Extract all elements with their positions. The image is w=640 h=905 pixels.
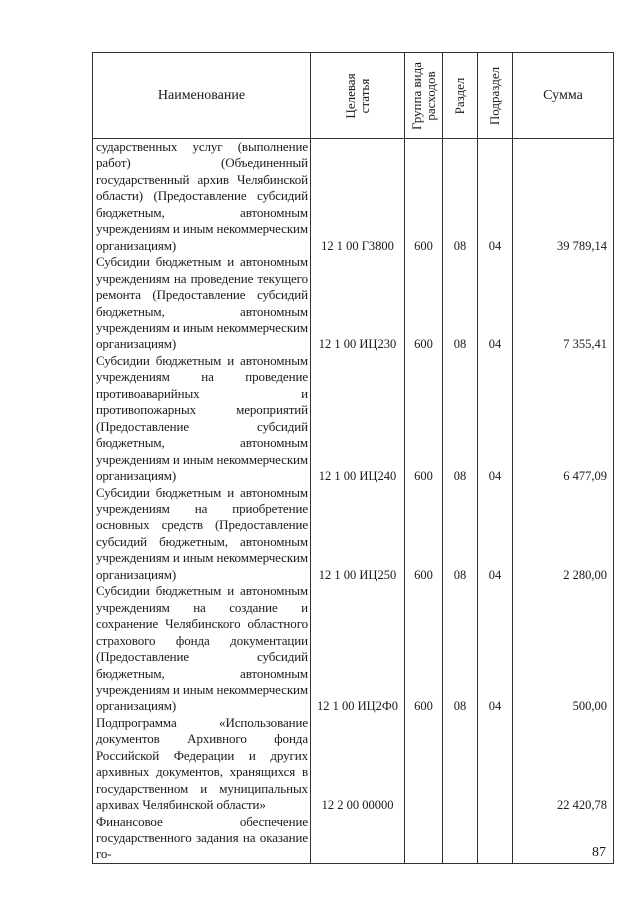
row-section: 08 <box>443 139 478 255</box>
row-section: 08 <box>443 583 478 715</box>
table-row <box>93 353 614 485</box>
header-name: Наименование <box>93 53 311 139</box>
row-amount: 2 280,00 <box>513 485 614 584</box>
row-name: Финансовое обеспечение государственного задания на оказание го- <box>93 814 311 864</box>
row-section: 08 <box>443 254 478 353</box>
table-row <box>93 583 614 715</box>
table-row <box>93 485 614 584</box>
row-expense-group <box>405 715 443 814</box>
header-target-article-line2: статья <box>356 78 372 113</box>
row-subsection: 04 <box>478 485 513 584</box>
row-target-article <box>311 814 405 864</box>
row-section <box>443 715 478 814</box>
header-amount: Сумма <box>513 53 614 139</box>
row-subsection: 04 <box>478 583 513 715</box>
row-subsection: 04 <box>478 353 513 485</box>
table-row <box>93 715 614 814</box>
table-row <box>93 139 614 255</box>
row-expense-group: 600 <box>405 485 443 584</box>
row-expense-group: 600 <box>405 254 443 353</box>
row-target-article: 12 2 00 00000 <box>311 715 405 814</box>
row-section <box>443 814 478 864</box>
row-subsection: 04 <box>478 254 513 353</box>
row-name: Субсидии бюджетным и автономным учреждениям на проведение текущего ремонта (Предоставление субсидий бюджетным, автономным учреждениям и иным некоммерческим организациям) <box>93 254 311 353</box>
row-target-article: 12 1 00 ИЦ250 <box>311 485 405 584</box>
row-amount: 7 355,41 <box>513 254 614 353</box>
row-subsection: 04 <box>478 139 513 255</box>
table-row <box>93 814 614 864</box>
table-header-row <box>93 53 614 139</box>
row-name: Подпрограмма «Использование документов Архивного фонда Российской Федерации и других архивных документов, хранящихся в государственном и муниципальных архивах Челябинской области» <box>93 715 311 814</box>
header-subsection-label: Подраздел <box>487 66 502 125</box>
row-amount: 500,00 <box>513 583 614 715</box>
table-row <box>93 254 614 353</box>
row-expense-group <box>405 814 443 864</box>
page-number: 87 <box>592 845 606 860</box>
row-amount: 22 420,78 <box>513 715 614 814</box>
row-subsection <box>478 814 513 864</box>
row-name: сударственных услуг (выполнение работ) (Объединенный государственный архив Челябинской области) (Предоставление субсидий бюджетным, автономным учреждениям и иным некоммерческим организациям) <box>93 139 311 255</box>
row-name: Субсидии бюджетным и автономным учреждениям на приобретение основных средств (Предоставление субсидий бюджетным, автономным учреждениям и иным некоммерческим организациям) <box>93 485 311 584</box>
row-amount: 6 477,09 <box>513 353 614 485</box>
row-section: 08 <box>443 353 478 485</box>
header-expense-group-line2: расходов <box>422 70 438 121</box>
header-target-article <box>311 53 405 139</box>
header-section-label: Раздел <box>452 77 467 114</box>
header-section <box>443 53 478 139</box>
row-expense-group: 600 <box>405 139 443 255</box>
row-name: Субсидии бюджетным и автономным учреждениям на проведение противоаварийных и противопожарных мероприятий (Предоставление субсидий бюджетным, автономным учреждениям и иным некоммерческим организациям) <box>93 353 311 485</box>
row-target-article: 12 1 00 Г3800 <box>311 139 405 255</box>
header-subsection <box>478 53 513 139</box>
row-name: Субсидии бюджетным и автономным учреждениям на создание и сохранение Челябинского областного страхового фонда документации (Предоставление субсидий бюджетным, автономным учреждениям и иным некоммерческим организациям) <box>93 583 311 715</box>
header-expense-group <box>405 53 443 139</box>
header-target-article-line1: Целевая <box>342 72 358 119</box>
row-target-article: 12 1 00 ИЦ230 <box>311 254 405 353</box>
row-subsection <box>478 715 513 814</box>
row-amount: 39 789,14 <box>513 139 614 255</box>
row-target-article: 12 1 00 ИЦ240 <box>311 353 405 485</box>
row-expense-group: 600 <box>405 353 443 485</box>
header-expense-group-line1: Группа вида <box>408 61 424 130</box>
row-expense-group: 600 <box>405 583 443 715</box>
row-section: 08 <box>443 485 478 584</box>
row-target-article: 12 1 00 ИЦ2Ф0 <box>311 583 405 715</box>
budget-table <box>92 52 614 864</box>
